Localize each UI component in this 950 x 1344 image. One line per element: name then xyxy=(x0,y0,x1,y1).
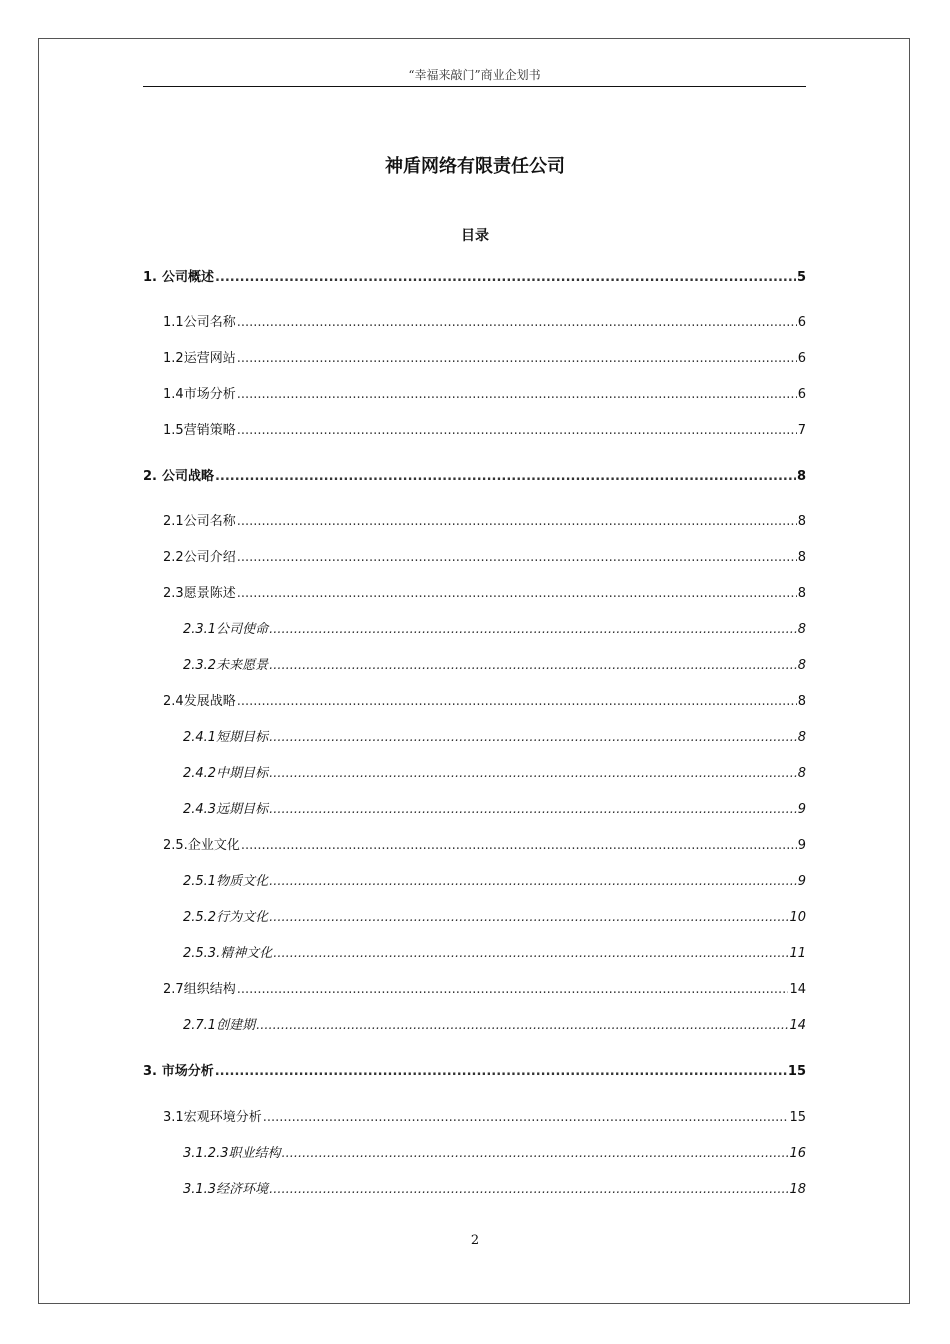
toc-entry-label: 公司介绍 xyxy=(183,550,236,565)
toc-entry-number: 2. xyxy=(143,469,157,484)
toc-entry-label: 精神文化 xyxy=(220,946,273,961)
toc-entry-number: 1.5 xyxy=(163,423,184,438)
toc-dot-leader xyxy=(269,728,797,748)
toc-entry-label: 未来愿景 xyxy=(216,658,269,673)
toc-dot-leader xyxy=(269,764,797,784)
toc-dot-leader xyxy=(215,1062,787,1082)
header-rule xyxy=(143,86,806,87)
toc-entry-label: 物质文化 xyxy=(216,874,269,889)
toc-entry-label: 公司名称 xyxy=(183,315,236,330)
toc-entry-page: 14 xyxy=(789,1018,806,1033)
toc-entry-label: 公司概述 xyxy=(161,270,214,285)
toc-entry-number: 2.7.1 xyxy=(183,1018,217,1033)
toc-entry-page: 5 xyxy=(796,270,806,285)
toc-entry-number: 2.1 xyxy=(163,514,184,529)
toc-entry-page: 6 xyxy=(797,351,806,366)
toc-dot-leader xyxy=(263,1108,789,1128)
toc-entry-label: 愿景陈述 xyxy=(183,586,236,601)
toc-dot-leader xyxy=(273,944,788,964)
toc-entry-page: 7 xyxy=(797,423,806,438)
toc-entry[interactable] xyxy=(163,512,806,532)
toc-entry-number: 1. xyxy=(143,270,157,285)
toc-dot-leader xyxy=(237,584,797,604)
toc-entry-label: 经济环境 xyxy=(216,1182,269,1197)
toc-entry-number: 2.5.3. xyxy=(183,946,221,961)
toc-entry-page: 8 xyxy=(797,730,806,745)
toc-entry-page: 8 xyxy=(797,658,806,673)
toc-entry[interactable] xyxy=(183,944,806,964)
toc-entry[interactable] xyxy=(143,268,806,288)
toc-entry-page: 8 xyxy=(797,586,806,601)
toc-entry[interactable] xyxy=(183,728,806,748)
toc-entry[interactable] xyxy=(163,836,806,856)
toc-entry[interactable] xyxy=(183,656,806,676)
toc-entry-page: 15 xyxy=(787,1064,806,1079)
toc-dot-leader xyxy=(269,1180,788,1200)
toc-entry-page: 6 xyxy=(797,315,806,330)
toc-dot-leader xyxy=(237,385,797,405)
toc-entry-label: 中期目标 xyxy=(216,766,269,781)
toc-entry[interactable] xyxy=(163,313,806,333)
toc-entry-page: 6 xyxy=(797,387,806,402)
toc-dot-leader xyxy=(269,872,797,892)
toc-dot-leader xyxy=(237,421,797,441)
toc-entry-page: 8 xyxy=(797,622,806,637)
toc-entry-label: 市场分析 xyxy=(183,387,236,402)
toc-entry-number: 2.3.2 xyxy=(183,658,217,673)
toc-entry[interactable] xyxy=(163,1108,806,1128)
toc-dot-leader xyxy=(269,620,797,640)
toc-entry-number: 3.1.3 xyxy=(183,1182,217,1197)
toc-entry[interactable] xyxy=(163,385,806,405)
toc-entry-label: 行为文化 xyxy=(216,910,269,925)
toc-entry-number: 1.1 xyxy=(163,315,184,330)
toc-entry-page: 8 xyxy=(797,550,806,565)
toc-entry[interactable] xyxy=(163,548,806,568)
toc-entry-number: 2.5.1 xyxy=(183,874,217,889)
toc-entry-number: 2.2 xyxy=(163,550,184,565)
toc-entry-label: 组织结构 xyxy=(183,982,236,997)
toc-entry-number: 2.3 xyxy=(163,586,184,601)
toc-dot-leader xyxy=(237,512,797,532)
toc-entry[interactable] xyxy=(163,980,806,1000)
toc-dot-leader xyxy=(237,980,789,1000)
toc-entry-page: 11 xyxy=(789,946,806,961)
toc-dot-leader xyxy=(282,1144,789,1164)
toc-dot-leader xyxy=(215,268,796,288)
toc-entry-page: 10 xyxy=(789,910,806,925)
toc-entry-page: 8 xyxy=(796,469,806,484)
toc-dot-leader xyxy=(237,313,797,333)
toc-entry-page: 18 xyxy=(789,1182,806,1197)
toc-entry[interactable] xyxy=(183,908,806,928)
toc-entry-label: 职业结构 xyxy=(228,1146,281,1161)
toc-entry[interactable] xyxy=(183,1144,806,1164)
toc-entry-label: 远期目标 xyxy=(216,802,269,817)
toc-entry[interactable] xyxy=(183,872,806,892)
toc-entry[interactable] xyxy=(183,800,806,820)
toc-entry-label: 运营网站 xyxy=(183,351,236,366)
toc-entry-number: 2.4.2 xyxy=(183,766,217,781)
toc-entry-label: 创建期 xyxy=(216,1018,256,1033)
toc-entry[interactable] xyxy=(143,467,806,487)
company-name: 神盾网络有限责任公司 xyxy=(385,156,565,177)
toc-entry-page: 9 xyxy=(797,874,806,889)
toc-entry-page: 8 xyxy=(797,514,806,529)
toc-entry-number: 2.5. xyxy=(163,838,188,853)
toc-entry-label: 公司名称 xyxy=(183,514,236,529)
toc-entry[interactable] xyxy=(163,421,806,441)
toc-entry[interactable] xyxy=(183,620,806,640)
toc-entry-label: 宏观环境分析 xyxy=(183,1110,262,1125)
toc-entry-label: 公司战略 xyxy=(161,469,214,484)
toc-dot-leader xyxy=(256,1016,788,1036)
toc-entry-number: 2.7 xyxy=(163,982,184,997)
toc-dot-leader xyxy=(241,836,797,856)
toc-entry-page: 16 xyxy=(789,1146,806,1161)
toc-entry[interactable] xyxy=(183,1016,806,1036)
toc-entry[interactable] xyxy=(163,692,806,712)
toc-entry-number: 2.4.1 xyxy=(183,730,217,745)
toc-entry-label: 短期目标 xyxy=(216,730,269,745)
running-header: “幸福来敲门”商业企划书 xyxy=(408,68,541,82)
toc-entry-page: 9 xyxy=(797,838,806,853)
toc-entry[interactable] xyxy=(183,1180,806,1200)
toc-dot-leader xyxy=(269,800,797,820)
toc-entry-page: 8 xyxy=(797,694,806,709)
toc-entry[interactable] xyxy=(183,764,806,784)
toc-entry-label: 市场分析 xyxy=(161,1064,214,1079)
toc-entry-page: 15 xyxy=(789,1110,806,1125)
toc-dot-leader xyxy=(237,548,797,568)
toc-entry-label: 公司使命 xyxy=(216,622,269,637)
page-number: 2 xyxy=(470,1233,480,1248)
toc-title: 目录 xyxy=(461,228,489,244)
toc-entry-number: 2.5.2 xyxy=(183,910,217,925)
toc-entry-page: 8 xyxy=(797,766,806,781)
toc-entry-number: 2.4.3 xyxy=(183,802,217,817)
toc-entry-number: 2.4 xyxy=(163,694,184,709)
toc-entry-number: 1.2 xyxy=(163,351,184,366)
toc-entry-label: 企业文化 xyxy=(187,838,240,853)
toc-entry-number: 3. xyxy=(143,1064,157,1079)
toc-dot-leader xyxy=(269,908,788,928)
toc-entry-number: 2.3.1 xyxy=(183,622,217,637)
toc-dot-leader xyxy=(237,349,797,369)
toc-entry[interactable] xyxy=(163,584,806,604)
toc-entry[interactable] xyxy=(163,349,806,369)
toc-entry[interactable] xyxy=(143,1062,806,1082)
toc-entry-number: 3.1 xyxy=(163,1110,184,1125)
toc-dot-leader xyxy=(215,467,796,487)
toc-entry-number: 3.1.2.3 xyxy=(183,1146,229,1161)
toc-dot-leader xyxy=(237,692,797,712)
toc-entry-page: 9 xyxy=(797,802,806,817)
toc-entry-page: 14 xyxy=(789,982,806,997)
toc-entry-label: 营销策略 xyxy=(183,423,236,438)
toc-entry-number: 1.4 xyxy=(163,387,184,402)
toc-entry-label: 发展战略 xyxy=(183,694,236,709)
toc-dot-leader xyxy=(269,656,797,676)
